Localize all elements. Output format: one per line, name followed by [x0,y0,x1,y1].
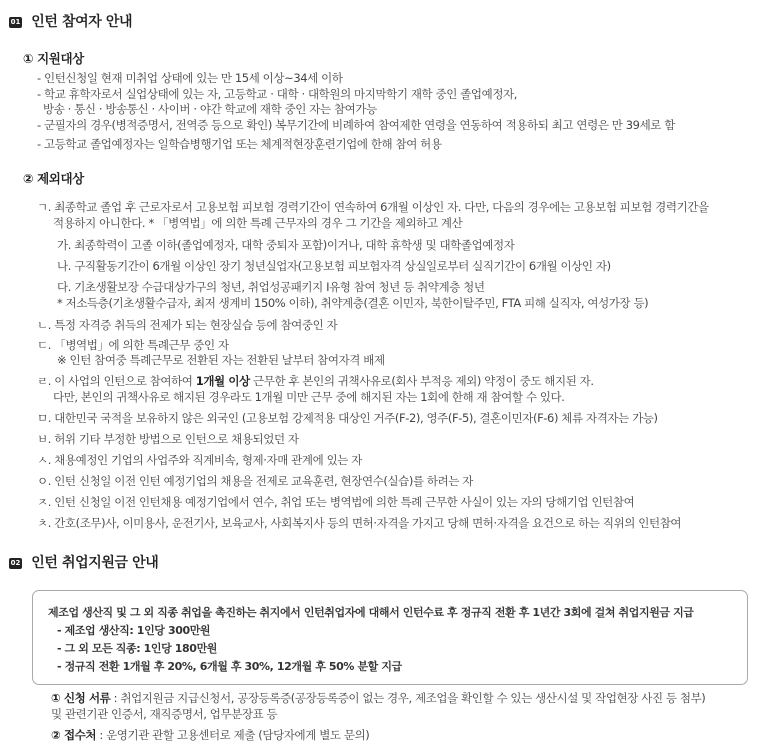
eligibility-line: - 고등학교 졸업예정자는 일학습병행기업 또는 체계적현장훈련기업에 한해 참여 허용 [37,137,442,151]
exclusion-line: ㄷ. 「병역법」에 의한 특례근무 중인 자 [37,338,229,352]
subsidy-box-line: - 그 외 모든 직종: 1인당 180만원 [57,642,218,655]
section-number-icon: 01 [10,18,21,26]
exclusion-line: ㅇ. 인턴 신청일 이전 인턴 예정기업의 채용을 전제로 교육훈련, 현장연수(실습)를 하려는 자 [37,474,474,488]
exclusion-line: ㄱ. 최종학교 졸업 후 근로자로서 고용보험 피보험 경력기간이 연속하여 6개월 이상인 자. 다만, 다음의 경우에는 고용보험 피보험 경력기간을 [37,200,709,214]
eligibility-line: - 인턴신청일 현재 미취업 상태에 있는 만 15세 이상~34세 이하 [37,71,343,85]
eligibility-line: 방송 · 통신 · 방송통신 · 사이버 · 야간 학교에 재학 중인 자는 참여가능 [43,102,377,116]
exclusion-line: ㄴ. 특정 자격증 취득의 전제가 되는 현장실습 등에 참여중인 자 [37,318,338,332]
exclusion-line [37,373,594,389]
exclusion-line: 다. 기초생활보장 수급대상가구의 청년, 취업성공패키지 Ⅰ유형 참여 청년 등 취약계층 청년 [57,280,485,294]
exclusion-emphasis: 1개월 이상 [195,374,250,388]
note-line [51,690,705,706]
section-title: 인턴 참여자 안내 [31,14,133,30]
note-text: : 운영기관 관할 고용센터로 제출 (담당자에게 별도 문의) [96,728,370,742]
subsidy-box-line: - 제조업 생산직: 1인당 300만원 [57,624,211,637]
sub-title-exclusions: ② 제외대상 [23,171,84,186]
exclusion-line: 나. 구직활동기간이 6개월 이상인 장기 청년실업자(고용보험 피보험자격 상실일로부터 실직기간이 6개월 이상인 자) [57,259,611,273]
note-line [51,727,369,743]
note-text: : 취업지원금 지급신청서, 공장등록증(공장등록증이 없는 경우, 제조업을 확인할 수 있는 생산시설 및 작업현장 사진 등 첨부) [110,691,706,705]
note-label: ② 접수처 [51,728,97,742]
subsidy-box-line: 제조업 생산직 및 그 외 직종 취업을 촉진하는 취지에서 인턴취업자에 대해서 인턴수료 후 정규직 전환 후 1년간 3회에 걸쳐 취업지원금 지급 [48,606,694,619]
exclusion-line: 다만, 본인의 귀책사유로 해지된 경우라도 1개월 미만 근무 중에 해지된 자는 1회에 한해 재 참여할 수 있다. [53,390,565,404]
note-line: 및 관련기관 인증서, 재직증명서, 업무분장표 등 [51,707,278,721]
sub-title-eligibility: ① 지원대상 [23,51,84,66]
subsidy-box-line: - 정규직 전환 1개월 후 20%, 6개월 후 30%, 12개월 후 50% 분할 지급 [57,660,402,673]
exclusion-text: ㄹ. 이 사업의 인턴으로 참여하여 [37,374,196,388]
exclusion-line: * 저소득층(기초생활수급자, 최저 생계비 150% 이하), 취약계층(결혼 이민자, 북한이탈주민, FTA 피해 실직자, 여성가장 등) [57,296,649,310]
exclusion-line: ㅅ. 채용예정인 기업의 사업주와 직계비속, 형제·자매 관계에 있는 자 [37,453,362,467]
exclusion-line: 가. 최종학력이 고졸 이하(졸업예정자, 대학 중퇴자 포함)이거나, 대학 휴학생 및 대학졸업예정자 [57,238,515,252]
exclusion-line: ㅁ. 대한민국 국적을 보유하지 않은 외국인 (고용보험 강제적용 대상인 거주(F-2), 영주(F-5), 결혼이민자(F-6) 체류 자격자는 가능) [37,411,658,425]
exclusion-line: 적용하지 아니한다. * 「병역법」에 의한 특례 근무자의 경우 그 기간을 제외하고 계산 [53,216,463,230]
section-2-header [9,552,158,572]
exclusion-line: ※ 인턴 참여중 특례근무로 전환된 자는 전환된 날부터 참여자격 배제 [57,353,385,367]
section-1-header [9,11,132,31]
exclusion-line: ㅂ. 허위 기타 부정한 방법으로 인턴으로 채용되었던 자 [37,432,299,446]
exclusion-line: ㅈ. 인턴 신청일 이전 인턴채용 예정기업에서 연수, 취업 또는 병역법에 의한 특례 근무한 사실이 있는 자의 당해기업 인턴참여 [37,495,635,509]
eligibility-line: - 군필자의 경우(병적증명서, 전역증 등으로 확인) 복무기간에 비례하여 참여제한 연령을 연동하여 적용하되 최고 연령은 만 39세로 함 [37,118,675,132]
section-title: 인턴 취업지원금 안내 [31,555,159,571]
exclusion-text: 근무한 후 본인의 귀책사유로(회사 부적응 제외) 약정이 중도 해지된 자. [249,374,594,388]
section-number-icon: 02 [10,559,21,567]
eligibility-line: - 학교 휴학자로서 실업상태에 있는 자, 고등학교 · 대학 · 대학원의 마지막학기 재학 중인 졸업예정자, [37,87,517,101]
note-label: ① 신청 서류 [51,691,111,705]
exclusion-line: ㅊ. 간호(조무)사, 이미용사, 운전기사, 보육교사, 사회복지사 등의 면허·자격을 가지고 당해 면허·자격을 요건으로 하는 직위의 인턴참여 [37,516,682,530]
